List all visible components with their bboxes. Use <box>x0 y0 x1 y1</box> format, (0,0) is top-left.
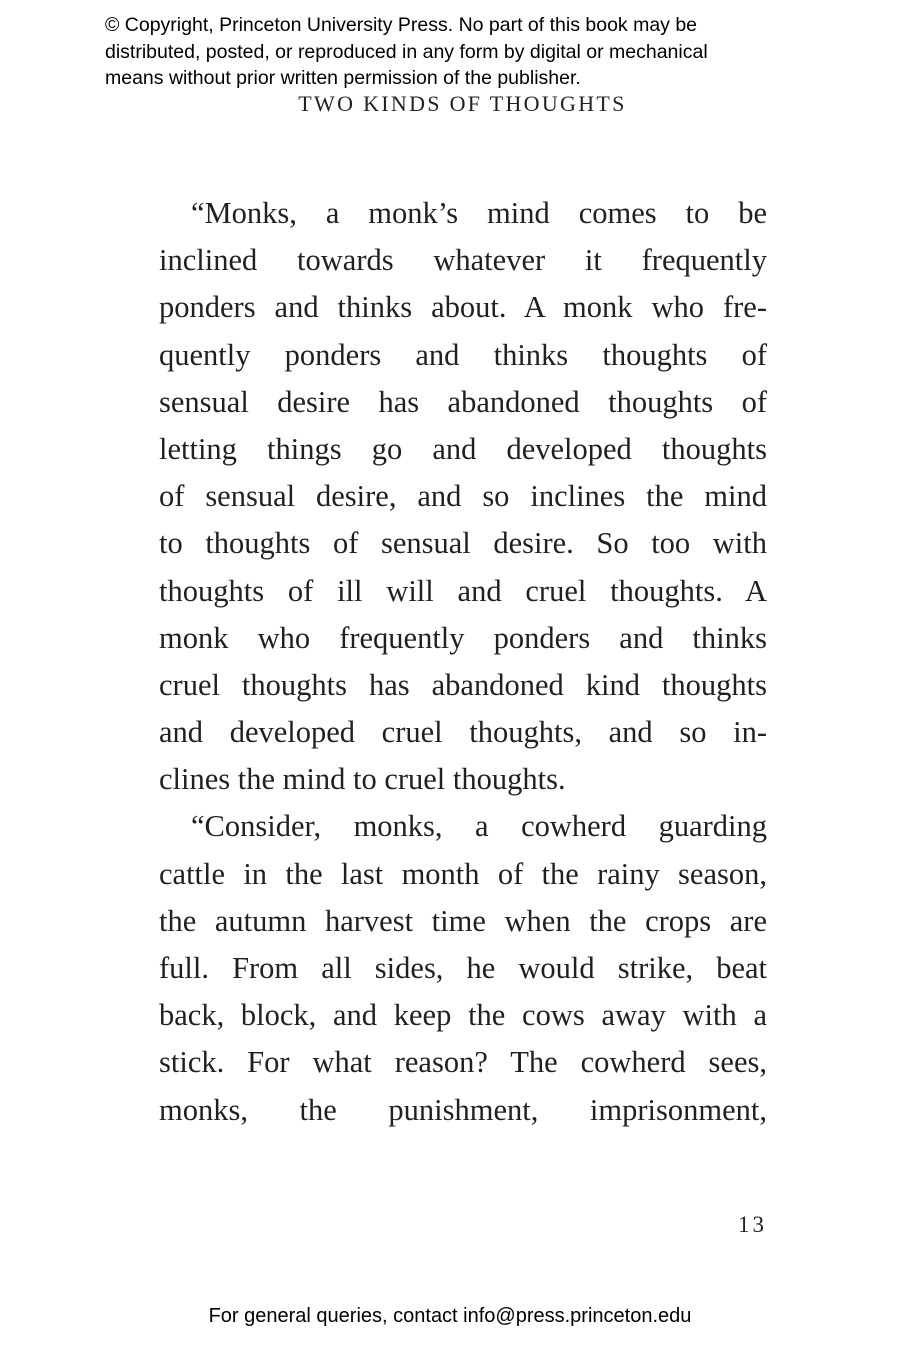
text-line: cruel thoughts has abandoned kind thoughts <box>159 667 767 702</box>
text-line: ponders and thinks about. A monk who fre- <box>159 290 767 325</box>
body-text <box>159 190 767 1134</box>
text-line: the autumn harvest time when the crops are <box>159 903 767 938</box>
text-line: and developed cruel thoughts, and so in- <box>159 715 767 750</box>
copyright-line: distributed, posted, or reproduced in any form by digital or mechanical <box>105 40 708 63</box>
text-line: back, block, and keep the cows away with a <box>159 998 767 1033</box>
copyright-line: © Copyright, Princeton University Press. No part of this book may be <box>105 14 698 36</box>
text-line: letting things go and developed thoughts <box>159 431 767 466</box>
text-line: quently ponders and thinks thoughts of <box>159 337 767 372</box>
text-line: sensual desire has abandoned thoughts of <box>159 384 767 419</box>
text-line: monk who frequently ponders and thinks <box>159 620 767 655</box>
paragraph <box>159 803 767 1133</box>
text-line: clines the mind to cruel thoughts. <box>159 762 566 797</box>
text-line: inclined towards whatever it frequently <box>159 243 767 278</box>
page-number: 13 <box>738 1212 767 1237</box>
copyright-line: means without prior written permission of the publisher. <box>105 67 581 89</box>
footer-contact: For general queries, contact info@press.princeton.edu <box>208 1305 692 1327</box>
paragraph <box>159 190 767 803</box>
text-line: cattle in the last month of the rainy season, <box>159 856 767 891</box>
text-line: “Consider, monks, a cowherd guarding <box>191 809 767 844</box>
text-line: to thoughts of sensual desire. So too with <box>159 526 767 561</box>
running-head: TWO KINDS OF THOUGHTS <box>298 91 627 116</box>
text-line: of sensual desire, and so inclines the mind <box>159 479 767 514</box>
text-line: stick. For what reason? The cowherd sees, <box>159 1045 767 1080</box>
text-line: full. From all sides, he would strike, beat <box>159 951 767 985</box>
text-line: thoughts of ill will and cruel thoughts. A <box>159 573 767 608</box>
text-line: “Monks, a monk’s mind comes to be <box>191 196 767 230</box>
text-line: monks, the punishment, imprisonment, <box>159 1092 767 1127</box>
copyright-notice <box>105 12 845 92</box>
